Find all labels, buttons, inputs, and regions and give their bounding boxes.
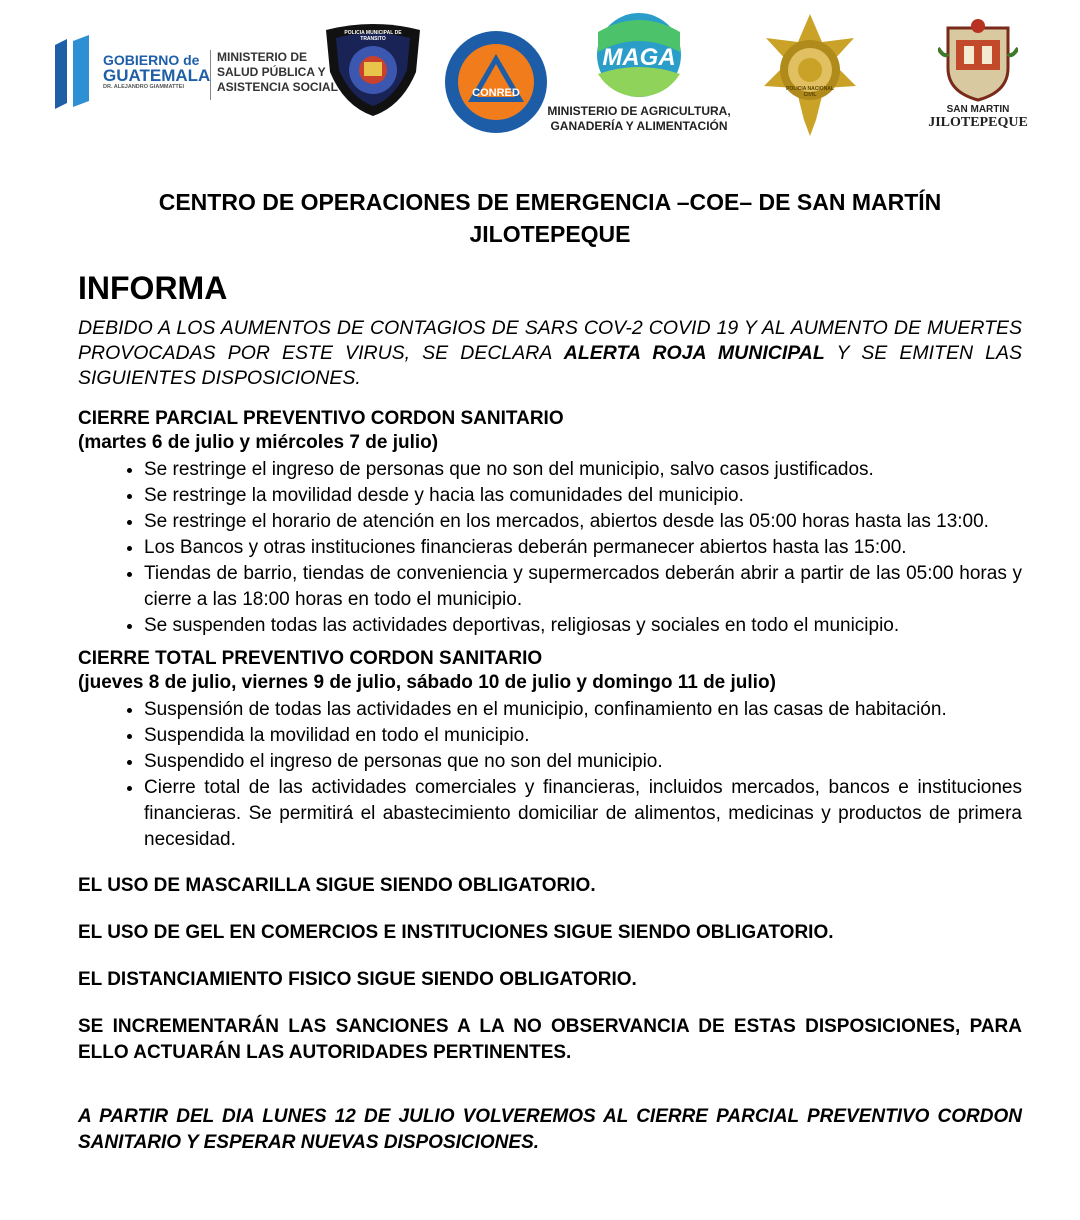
list-item: • Suspensión de todas las actividades en el municipio, confinamiento en las casas de habitación. [144, 697, 1022, 723]
policia-municipal-logo [322, 22, 424, 117]
san-martin-crest-icon [938, 18, 1018, 102]
conred-logo [444, 30, 548, 134]
maga-logo [544, 12, 734, 137]
logo-strip [0, 0, 1080, 150]
notice-final: A PARTIR DEL DIA LUNES 12 DE JULIO VOLVEREMOS AL CIERRE PARCIAL PREVENTIVO CORDON SANITARIO Y ESPERAR NUEVAS DISPOSICIONES. [78, 1106, 1022, 1153]
list-item: • Cierre total de las actividades comerciales y financieras, incluidos mercados, bancos e instituciones financieras. Se permitirá el abastecimiento domiciliar de alimentos, medicinas y productos de primera necesidad. [144, 775, 1022, 853]
san-martin-logo [926, 18, 1030, 138]
title-line1: CENTRO DE OPERACIONES DE EMERGENCIA –COE– DE SAN MARTÍN [158, 189, 942, 215]
section-partial-title: CIERRE PARCIAL PREVENTIVO CORDON SANITARIO [78, 408, 564, 429]
notice-distanciamiento: EL DISTANCIAMIENTO FISICO SIGUE SIENDO OBLIGATORIO. [78, 969, 637, 990]
pnc-star-icon [760, 14, 860, 136]
list-item: • Se restringe el horario de atención en los mercados, abiertos desde las 05:00 horas hasta las 13:00. [144, 509, 1022, 535]
gobierno-guatemala-logo [55, 35, 215, 110]
alerta-roja-highlight: ALERTA ROJA MUNICIPAL [563, 342, 825, 364]
document-body [78, 186, 1022, 1156]
gobierno-line1: GOBIERNO de [103, 52, 200, 68]
policia-municipal-label: POLICIA MUNICIPAL DE TRANSITO [344, 30, 402, 42]
section-partial [78, 407, 1022, 639]
pnc-logo [760, 14, 860, 136]
salud-line2: SALUD PÚBLICA Y [217, 65, 326, 79]
list-item: • Tiendas de barrio, tiendas de conveniencia y supermercados deberán abrir a partir de las 05:00 horas y cierre a las 18:00 horas en todo el municipio. [144, 561, 1022, 613]
intro-text-after: Y SE EMITEN LAS SIGUIENTES DISPOSICIONES. [78, 342, 1022, 389]
gobierno-line2: GUATEMALA [103, 66, 211, 85]
section-total [78, 647, 1022, 853]
document-title [78, 186, 1022, 250]
san-martin-line1: SAN MARTIN [946, 104, 1010, 115]
title-line2: JILOTEPEQUE [469, 221, 631, 247]
salud-line3: ASISTENCIA SOCIAL [217, 80, 338, 94]
conred-emblem-icon [444, 30, 548, 134]
conred-label: CONRED [472, 87, 520, 99]
list-item: • Se suspenden todas las actividades deportivas, religiosas y sociales en todo el municipio. [144, 613, 1022, 639]
intro-text-before: DEBIDO A LOS AUMENTOS DE CONTAGIOS DE SARS COV-2 COVID 19 Y AL AUMENTO DE MUERTES PROVOCADAS POR ESTE VIRUS, SE DECLARA [78, 317, 1022, 364]
list-item: • Suspendida la movilidad en todo el municipio. [144, 723, 1022, 749]
gobierno-flag-icon [55, 35, 100, 110]
section-total-list [78, 697, 1022, 853]
section-total-title: CIERRE TOTAL PREVENTIVO CORDON SANITARIO [78, 648, 543, 669]
maga-line2: GANADERÍA Y ALIMENTACIÓN [550, 119, 728, 133]
list-item: • Se restringe la movilidad desde y hacia las comunidades del municipio. [144, 483, 1022, 509]
section-partial-dates: (martes 6 de julio y miércoles 7 de julio) [78, 432, 439, 453]
list-item: • Suspendido el ingreso de personas que no son del municipio. [144, 749, 1022, 775]
maga-line1: MINISTERIO DE AGRICULTURA, [547, 104, 731, 118]
section-total-dates: (jueves 8 de julio, viernes 9 de julio, sábado 10 de julio y domingo 11 de julio) [78, 672, 776, 693]
notice-sanciones: SE INCREMENTARÁN LAS SANCIONES A LA NO OBSERVANCIA DE ESTAS DISPOSICIONES, PARA ELLO ACTUARÁN LAS AUTORIDADES PERTINENTES. [78, 1016, 1022, 1063]
san-martin-line2: JILOTEPEQUE [928, 115, 1028, 130]
maga-label: MAGA [602, 44, 676, 71]
informa-heading: INFORMA [78, 270, 228, 306]
notice-mascarilla: EL USO DE MASCARILLA SIGUE SIENDO OBLIGATORIO. [78, 875, 596, 896]
notice-gel: EL USO DE GEL EN COMERCIOS E INSTITUCIONES SIGUE SIENDO OBLIGATORIO. [78, 922, 834, 943]
section-partial-list [78, 457, 1022, 639]
salud-line1: MINISTERIO DE [217, 50, 308, 64]
pnc-label: POLICIA NACIONAL CIVIL [786, 86, 834, 98]
gobierno-sub: DR. ALEJANDRO GIAMMATTEI [103, 84, 184, 90]
list-item: • Los Bancos y otras instituciones financieras deberán permanecer abiertos hasta las 15:00. [144, 535, 1022, 561]
list-item: • Se restringe el ingreso de personas que no son del municipio, salvo casos justificados. [144, 457, 1022, 483]
intro-paragraph [78, 316, 1022, 391]
